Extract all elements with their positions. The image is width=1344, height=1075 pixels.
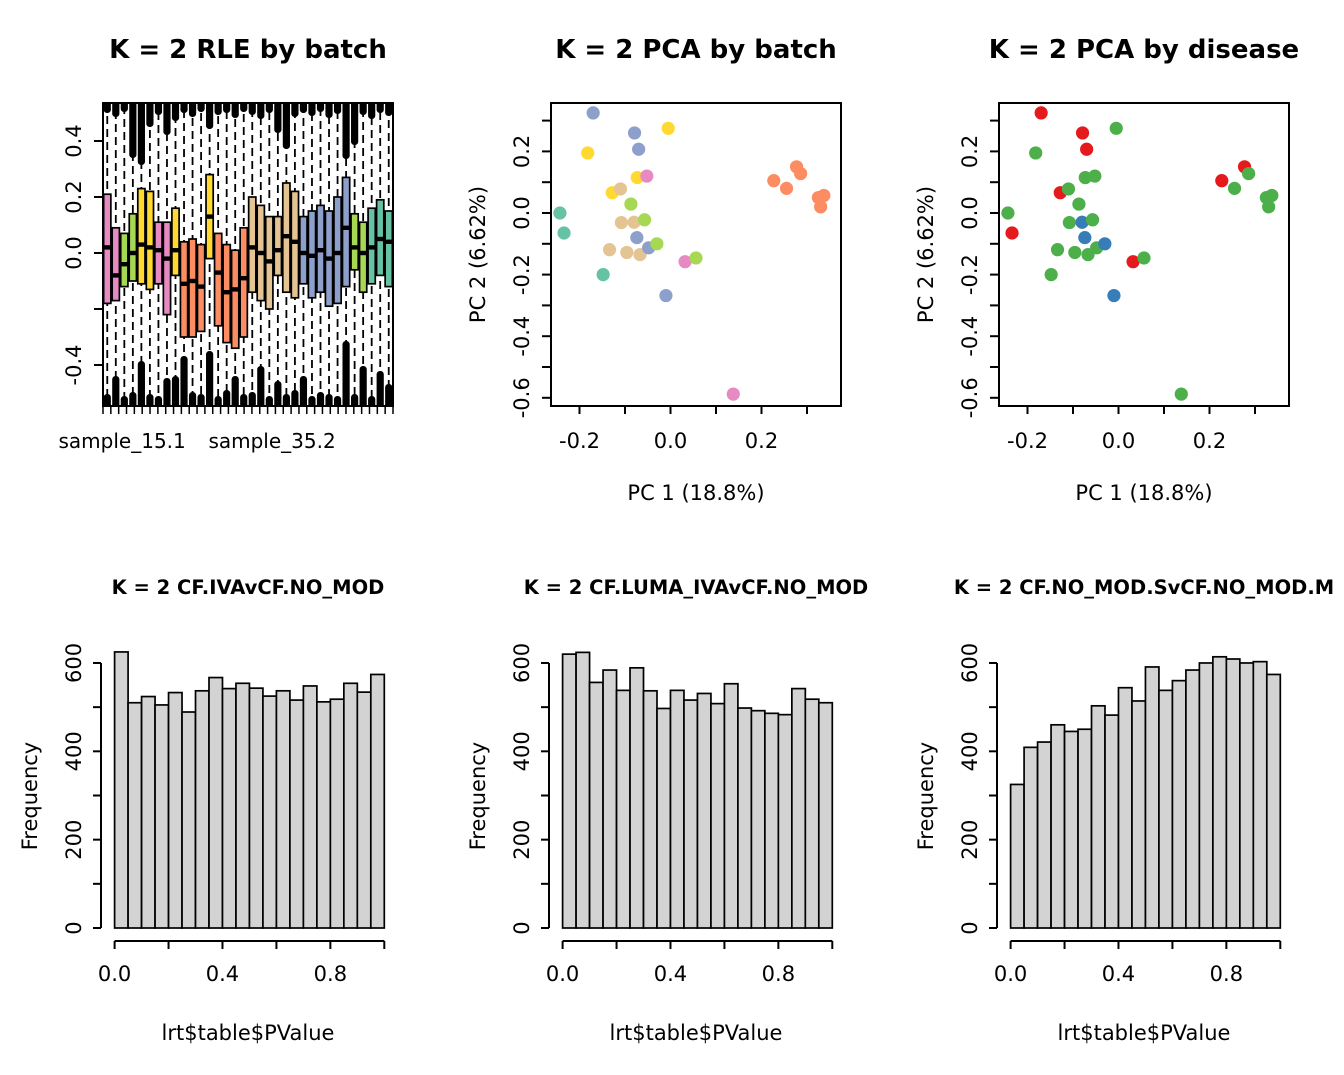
outlier-blob-bottom (206, 351, 213, 410)
y-tick-label: 400 (958, 731, 982, 772)
data-point-green (1051, 243, 1064, 256)
panel-rle-by-batch (0, 0, 448, 537)
histogram-bar (644, 691, 657, 928)
data-point-green (1242, 167, 1255, 180)
histogram-bar (1172, 681, 1185, 928)
median-line (385, 240, 393, 244)
y-tick-label: 0.0 (958, 196, 982, 230)
x-tick-label: 0.8 (761, 962, 796, 986)
data-point-blue (632, 143, 645, 156)
outlier-blob-bottom (257, 366, 264, 410)
median-line (120, 262, 128, 266)
outlier-blob-bottom (232, 376, 239, 410)
median-line (351, 245, 359, 249)
histogram-bar (684, 700, 697, 928)
outlier-blob-top (138, 99, 145, 165)
median-line (376, 237, 384, 241)
histogram-bar (590, 682, 603, 928)
outlier-blob-top (155, 99, 162, 115)
histogram-bar (1038, 742, 1051, 928)
data-point-orange (780, 182, 793, 195)
x-tick-label: 0.0 (993, 962, 1028, 986)
data-point-green (1072, 197, 1085, 210)
histogram-bar (819, 703, 832, 928)
box (351, 214, 358, 270)
median-line (257, 251, 265, 255)
y-tick-label: 200 (958, 819, 982, 860)
panel-hist-cf-no-mod (896, 538, 1344, 1075)
data-point-green (1062, 182, 1075, 195)
panel-title: K = 2 CF.IVAvCF.NO_MOD (111, 576, 385, 599)
histogram-bar (236, 683, 249, 928)
data-point-green (1262, 200, 1275, 213)
median-line (265, 259, 273, 263)
histogram-bar (1145, 667, 1158, 928)
box (300, 217, 307, 284)
histogram-bar (196, 691, 209, 928)
histogram-bar (670, 690, 683, 928)
outlier-blob-bottom (300, 376, 307, 410)
histogram-bar (263, 696, 276, 928)
box (240, 228, 247, 337)
data-point-green (1063, 216, 1076, 229)
median-line (180, 282, 188, 286)
histogram-bar (765, 713, 778, 928)
outlier-blob-bottom (172, 376, 179, 410)
median-line (146, 245, 154, 249)
box (155, 222, 162, 284)
y-tick-label: 600 (510, 642, 534, 684)
outlier-blob-top (104, 99, 111, 113)
pca-by-disease-svg (896, 0, 1344, 537)
data-point-blue (630, 231, 643, 244)
data-point-green (624, 197, 637, 210)
data-point-blue (1107, 289, 1120, 302)
x-tick-label: 0.8 (313, 962, 348, 986)
y-tick-label: 0.2 (510, 134, 534, 169)
histogram-bar (182, 712, 195, 928)
box (334, 197, 341, 303)
outlier-blob-top (291, 99, 298, 117)
data-point-teal (597, 268, 610, 281)
data-point-blue (628, 126, 641, 139)
data-point-red (1005, 226, 1018, 239)
histogram-bar (1105, 715, 1118, 928)
box (291, 191, 298, 297)
panel-title: K = 2 CF.NO_MOD.SvCF.NO_MOD.M (953, 576, 1335, 599)
y-tick-label: 600 (958, 642, 982, 684)
histogram-bar (563, 654, 576, 928)
median-line (368, 245, 376, 249)
x-tick-label: 0.2 (744, 429, 779, 453)
median-line (206, 214, 214, 218)
box (129, 214, 136, 281)
histogram-bar (303, 686, 316, 928)
histogram-bar (115, 652, 128, 928)
panel-title: K = 2 PCA by batch (555, 35, 837, 65)
histogram-bar (330, 699, 343, 928)
outlier-blob-top (300, 99, 307, 113)
pca-by-batch-svg (448, 0, 896, 537)
box (172, 208, 179, 275)
median-line (103, 245, 111, 249)
histogram-bar (276, 691, 289, 928)
histogram-bar (1065, 731, 1078, 928)
median-line (325, 256, 333, 260)
x-tick-label: 0.0 (545, 962, 580, 986)
histogram-bar (1199, 663, 1212, 928)
data-point-green (1175, 388, 1188, 401)
x-axis-sample-label: sample_15.1 (58, 429, 186, 453)
box (163, 222, 170, 314)
data-point-yellow (581, 146, 594, 159)
histogram-bar (805, 699, 818, 928)
median-line (197, 284, 205, 288)
histogram-bar (249, 688, 262, 928)
panel-pca-by-disease (896, 0, 1344, 537)
box (274, 217, 281, 276)
histogram-bar (1051, 725, 1064, 928)
x-axis-title: lrt$table$PValue (161, 1021, 335, 1045)
y-tick-label: -0.4 (958, 315, 982, 357)
data-point-green (1088, 169, 1101, 182)
outlier-blob-top (249, 99, 256, 115)
data-point-green (1086, 213, 1099, 226)
outlier-blob-top (334, 99, 341, 114)
data-point-teal (553, 206, 566, 219)
outlier-blob-top (342, 99, 349, 159)
data-point-green (1068, 246, 1081, 259)
y-tick-label: 0 (510, 921, 534, 935)
outlier-blob-top (325, 99, 332, 118)
histogram-bar (711, 704, 724, 928)
box (121, 233, 128, 286)
outlier-blob-top (232, 99, 239, 118)
histogram-bar (657, 708, 670, 928)
panel-title: K = 2 CF.LUMA_IVAvCF.NO_MOD (523, 576, 869, 599)
histogram-bar (1213, 657, 1226, 928)
histogram-bar (1159, 690, 1172, 928)
outlier-blob-top (360, 99, 367, 115)
median-line (274, 248, 282, 252)
y-tick-label: 0 (62, 921, 86, 935)
panel-hist-cf-luma-iva (448, 538, 896, 1075)
x-tick-label: -0.2 (1007, 429, 1048, 453)
x-axis-title: lrt$table$PValue (1057, 1021, 1231, 1045)
histogram-bar (142, 697, 155, 928)
y-tick-label: 0 (958, 921, 982, 935)
outlier-blob-top (308, 99, 315, 116)
y-tick-label: -0.4 (62, 344, 86, 386)
histogram-bar (128, 703, 141, 928)
data-point-blue (1098, 237, 1111, 250)
data-point-green (1137, 251, 1150, 264)
rle-by-batch-svg (0, 0, 448, 537)
histogram-bar (751, 711, 764, 928)
outlier-blob-top (129, 99, 136, 158)
x-tick-label: 0.4 (205, 962, 240, 986)
outlier-blob-top (197, 99, 204, 112)
histogram-bar (169, 693, 182, 928)
x-tick-label: 0.4 (653, 962, 688, 986)
median-line (359, 251, 367, 255)
histogram-bar (344, 683, 357, 928)
histogram-bar (357, 692, 370, 928)
median-line (308, 254, 316, 258)
histogram-bar (371, 674, 384, 928)
box (146, 191, 153, 289)
median-line (334, 251, 342, 255)
outlier-blob-bottom (342, 341, 349, 410)
outlier-blob-bottom (360, 366, 367, 410)
histogram-bar (1118, 688, 1131, 928)
histogram-bar (1267, 674, 1280, 928)
outlier-blob-top (274, 99, 281, 133)
median-line (317, 248, 325, 252)
x-axis-title: PC 1 (18.8%) (627, 481, 765, 505)
hist-cf-iva-svg (0, 538, 448, 1075)
hist-cf-no-mod-svg (896, 538, 1344, 1075)
y-axis-title: PC 2 (6.62%) (914, 185, 938, 324)
hist-cf-luma-iva-svg (448, 538, 896, 1075)
outlier-blob-top (163, 99, 170, 135)
histogram-bar (222, 689, 235, 928)
outlier-blob-bottom (325, 394, 332, 410)
outlier-blob-top (240, 99, 247, 112)
outlier-blob-top (180, 99, 187, 113)
median-line (291, 240, 299, 244)
outlier-blob-bottom (377, 371, 384, 410)
box (249, 197, 256, 292)
data-point-pink (640, 169, 653, 182)
x-axis-title: PC 1 (18.8%) (1075, 481, 1213, 505)
data-point-red (1215, 174, 1228, 187)
outlier-blob-top (215, 99, 222, 115)
y-axis-title: PC 2 (6.62%) (466, 185, 490, 324)
histogram-bar (1078, 729, 1091, 928)
box (385, 211, 392, 287)
outlier-blob-bottom (266, 396, 273, 410)
outlier-blob-top (266, 99, 273, 113)
median-line (231, 287, 239, 291)
outlier-blob-top (317, 99, 324, 112)
y-tick-label: 0.0 (62, 236, 86, 270)
data-point-orange (794, 167, 807, 180)
outlier-blob-bottom (104, 394, 111, 410)
panel-hist-cf-iva (0, 538, 448, 1075)
x-axis-sample-label: sample_35.2 (208, 429, 336, 453)
median-line (172, 248, 180, 252)
histogram-bar (617, 690, 630, 928)
histogram-bar (738, 708, 751, 928)
outlier-blob-bottom (129, 392, 136, 410)
box (138, 189, 145, 284)
histogram-bar (1092, 706, 1105, 928)
y-tick-label: 0.0 (510, 196, 534, 230)
outlier-blob-top (121, 99, 128, 112)
y-tick-label: -0.6 (958, 377, 982, 419)
histogram-bar (317, 702, 330, 928)
histogram-bar (209, 678, 222, 928)
outlier-blob-top (112, 99, 119, 117)
y-tick-label: 0.2 (958, 134, 982, 169)
x-axis-title: lrt$table$PValue (609, 1021, 783, 1045)
y-axis-title: Frequency (18, 741, 42, 851)
histogram-bar (1240, 663, 1253, 928)
histogram-bar (576, 652, 589, 928)
median-line (129, 251, 137, 255)
outlier-blob-top (283, 99, 290, 149)
data-point-green (650, 237, 663, 250)
data-point-red (1035, 106, 1048, 119)
box (360, 222, 367, 292)
data-point-green (689, 251, 702, 264)
y-tick-label: -0.2 (958, 254, 982, 296)
histogram-bar (630, 668, 643, 928)
data-point-tan (614, 182, 627, 195)
y-axis-title: Frequency (914, 741, 938, 851)
data-point-red (1076, 126, 1089, 139)
outlier-blob-top (189, 99, 196, 117)
boxplot-area (103, 99, 393, 410)
data-point-orange (814, 200, 827, 213)
data-point-blue (659, 289, 672, 302)
histogram-bar (1132, 701, 1145, 928)
y-tick-label: 400 (510, 731, 534, 772)
box (215, 233, 222, 325)
data-point-green (1265, 189, 1278, 202)
x-tick-label: 0.0 (1101, 429, 1136, 453)
histogram-bar (603, 670, 616, 928)
median-line (163, 256, 171, 260)
outlier-blob-bottom (180, 356, 187, 410)
x-tick-label: 0.4 (1101, 962, 1136, 986)
median-line (342, 226, 350, 230)
panel-title: K = 2 PCA by disease (988, 35, 1300, 65)
histogram-bar (1011, 784, 1024, 928)
box (112, 228, 119, 301)
box (342, 177, 349, 286)
outlier-blob-top (377, 99, 384, 113)
median-line (112, 273, 120, 277)
median-line (189, 279, 197, 283)
y-tick-label: -0.6 (510, 377, 534, 419)
data-point-pink (727, 388, 740, 401)
data-point-yellow (662, 122, 675, 135)
data-point-tan (615, 216, 628, 229)
histogram-bar (1186, 670, 1199, 928)
y-tick-label: 0.4 (62, 124, 86, 158)
box (180, 242, 187, 337)
outlier-blob-top (351, 99, 358, 145)
panel-pca-by-batch (448, 0, 896, 537)
y-axis-title: Frequency (466, 741, 490, 851)
outlier-blob-bottom (351, 394, 358, 410)
histogram-bar (290, 700, 303, 928)
outlier-blob-bottom (138, 361, 145, 410)
median-line (155, 248, 163, 252)
median-line (300, 251, 308, 255)
outlier-blob-bottom (112, 376, 119, 410)
outlier-blob-top (223, 99, 230, 113)
outlier-blob-bottom (197, 394, 204, 410)
y-tick-label: 200 (62, 819, 86, 860)
data-point-blue (587, 106, 600, 119)
data-point-green (638, 213, 651, 226)
data-point-blue (1078, 231, 1091, 244)
median-line (282, 234, 290, 238)
x-tick-label: 0.0 (97, 962, 132, 986)
median-line (223, 290, 231, 294)
histogram-bar (1253, 662, 1266, 928)
data-point-green (1029, 146, 1042, 159)
outlier-blob-bottom (189, 392, 196, 410)
y-tick-label: -0.2 (510, 254, 534, 296)
histogram-bar (1226, 659, 1239, 928)
data-point-red (1080, 143, 1093, 156)
y-tick-label: -0.4 (510, 315, 534, 357)
median-line (137, 242, 145, 246)
panel-title: K = 2 RLE by batch (109, 35, 387, 65)
y-tick-label: 600 (62, 642, 86, 684)
histogram-bar (724, 684, 737, 928)
box (232, 250, 239, 348)
histogram-bar (778, 715, 791, 928)
data-point-green (1045, 268, 1058, 281)
data-point-teal (557, 226, 570, 239)
x-tick-label: 0.2 (1192, 429, 1227, 453)
box (189, 239, 196, 337)
x-tick-label: 0.0 (653, 429, 688, 453)
histogram-bar (697, 693, 710, 928)
histogram-bar (155, 705, 168, 928)
median-line (214, 270, 222, 274)
data-point-green (1228, 182, 1241, 195)
y-tick-label: 0.2 (62, 180, 86, 214)
median-line (248, 245, 256, 249)
data-point-tan (620, 246, 633, 259)
data-point-orange (767, 174, 780, 187)
data-point-orange (817, 189, 830, 202)
y-tick-label: 400 (62, 731, 86, 772)
x-tick-label: -0.2 (559, 429, 600, 453)
y-tick-label: 200 (510, 819, 534, 860)
data-point-green (1001, 206, 1014, 219)
histogram-bar (1024, 747, 1037, 928)
histogram-bar (792, 689, 805, 928)
median-line (240, 276, 248, 280)
outlier-blob-top (385, 99, 392, 116)
data-point-green (1110, 122, 1123, 135)
data-point-tan (603, 243, 616, 256)
x-tick-label: 0.8 (1209, 962, 1244, 986)
